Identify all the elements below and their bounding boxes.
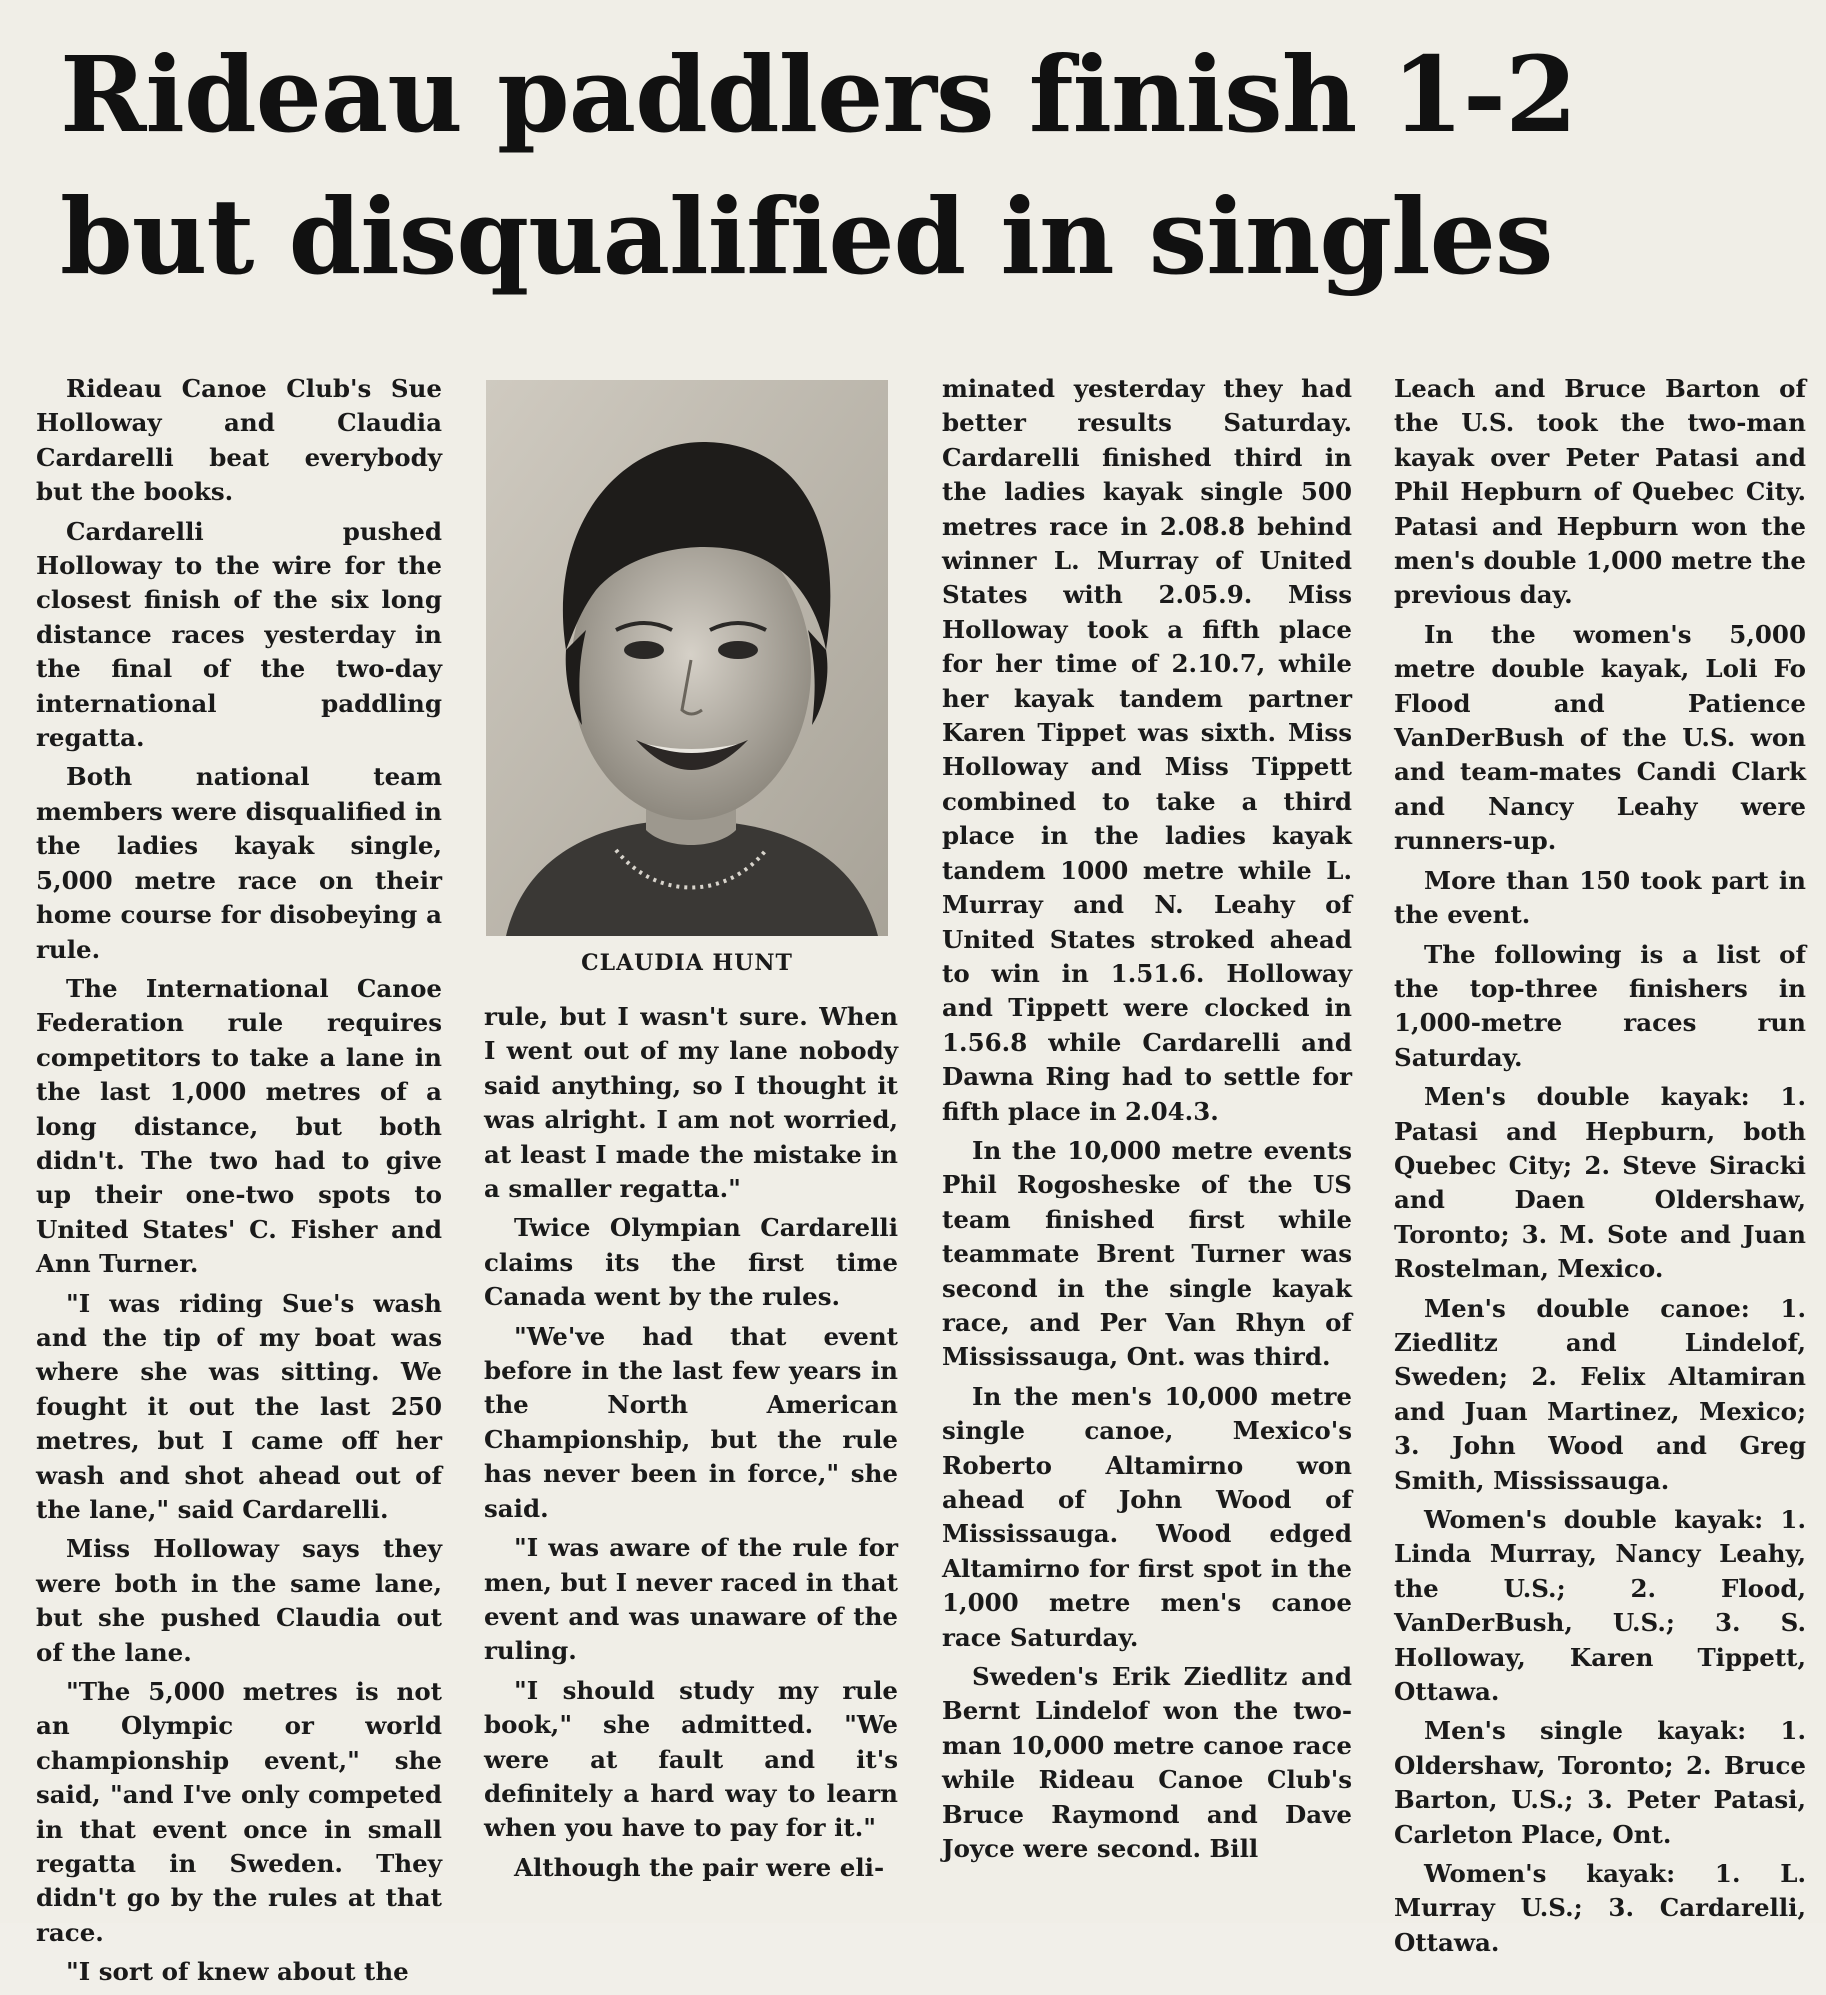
paragraph: More than 150 took part in the event. — [1394, 865, 1806, 930]
headline-line-2: but disqualified in singles — [60, 175, 1553, 298]
results-paragraph: Women's double kayak: 1. Linda Murray, Nancy Leahy, the U.S.; 2. Flood, VanDerBush, U.S.; 3. S. Holloway, Karen Tippett, Ottawa. — [1394, 1505, 1806, 1707]
paragraph: In the 10,000 metre events Phil Rogosheske of the US team finished first while teammate Brent Turner was second in the single kayak race, and Per Van Rhyn of Mississauga, Ont. was third. — [942, 1135, 1352, 1372]
results-paragraph: Men's single kayak: 1. Oldershaw, Toronto; 2. Bruce Barton, U.S.; 3. Peter Patasi, Carleton Place, Ont. — [1394, 1716, 1806, 1849]
photo-caption: CLAUDIA HUNT — [581, 950, 793, 976]
headline-line-1: Rideau paddlers finish 1-2 — [60, 33, 1577, 156]
paragraph: rule, but I wasn't sure. When I went out of my lane nobody said anything, so I thought it was alright. I am not worried, at least I made the mistake in a smaller regatta." — [484, 1002, 898, 1204]
paragraph: In the women's 5,000 metre double kayak, Loli Fo Flood and Patience VanDerBush of the U.S. won and team-mates Candi Clark and Nancy Leahy were runners-up. — [1394, 619, 1806, 856]
paragraph: "We've had that event before in the last few years in the North American Championship, but the rule has never been in force," she said. — [484, 1321, 898, 1523]
paragraph: "I was aware of the rule for men, but I never raced in that event and was unaware of the ruling. — [484, 1533, 898, 1666]
article-column-4 — [1394, 372, 1806, 1965]
paragraph: Rideau Canoe Club's Sue Holloway and Claudia Cardarelli beat everybody but the books. — [36, 374, 442, 507]
paragraph: Leach and Bruce Barton of the U.S. took the two-man kayak over Peter Patasi and Phil Hepburn of Quebec City. Patasi and Hepburn won the men's double 1,000 metre the previous day. — [1394, 374, 1806, 610]
paragraph: "The 5,000 metres is not an Olympic or world championship event," she said, "and I've only competed in that event once in small regatta in Sweden. They didn't go by the rules at that race. — [36, 1677, 442, 1947]
paragraph: Twice Olympian Cardarelli claims its the first time Canada went by the rules. — [484, 1213, 898, 1312]
results-paragraph: Men's double canoe: 1. Ziedlitz and Lindelof, Sweden; 2. Felix Altamiran and Juan Martinez, Mexico; 3. John Wood and Greg Smith, Mississauga. — [1394, 1293, 1806, 1495]
portrait-image — [486, 380, 888, 936]
paragraph: Although the pair were eli- — [514, 1852, 885, 1882]
paragraph: Both national team members were disqualified in the ladies kayak single, 5,000 metre race on their home course for disobeying a rule. — [36, 762, 442, 964]
paragraph: In the men's 10,000 metre single canoe, Mexico's Roberto Altamirno won ahead of John Wood of Mississauga. Wood edged Altamirno for first spot in the 1,000 metre men's canoe race Saturday. — [942, 1381, 1352, 1652]
headline — [60, 24, 1760, 308]
paragraph: Cardarelli pushed Holloway to the wire for the closest finish of the six long distance races yesterday in the final of the two-day international paddling regatta. — [36, 516, 442, 753]
portrait-photo — [486, 380, 888, 936]
article-column-2 — [484, 1000, 898, 1890]
paragraph: "I should study my rule book," she admitted. "We were at fault and it's definitely a hard way to learn when you have to pay for it." — [484, 1675, 898, 1843]
article-column-3 — [942, 372, 1352, 1871]
paragraph: minated yesterday they had better results Saturday. Cardarelli finished third in the ladies kayak single 500 metres race in 2.08.8 behind winner L. Murray of United States with 2.05.9. Miss Holloway took a fifth place for her time of 2.10.7, while her kayak tandem partner Karen Tippet was sixth. Miss Holloway and Miss Tippett combined to take a third place in the ladies kayak tandem 1000 metre while L. Murray and N. Leahy of United States stroked ahead to win in 1.51.6. Holloway and Tippett were clocked in 1.56.8 while Cardarelli and Dawna Ring had to settle for fifth place in 2.04.3. — [942, 374, 1352, 1126]
paragraph: The International Canoe Federation rule requires competitors to take a lane in the last 1,000 metres of a long distance, but both didn't. The two had to give up their one-two spots to United States' C. Fisher and Ann Turner. — [36, 973, 442, 1279]
paragraph: "I sort of knew about the — [66, 1957, 409, 1987]
paragraph: "I was riding Sue's wash and the tip of my boat was where she was sitting. We fought it out the last 250 metres, but I came off her wash and shot ahead out of the lane," said Cardarelli. — [36, 1288, 442, 1524]
results-paragraph: Women's kayak: 1. L. Murray U.S.; 3. Cardarelli, Ottawa. — [1394, 1859, 1806, 1957]
paragraph: Sweden's Erik Ziedlitz and Bernt Lindelof won the two-man 10,000 metre canoe race while Rideau Canoe Club's Bruce Raymond and Dave Joyce were second. Bill — [942, 1662, 1352, 1864]
paragraph: The following is a list of the top-three finishers in 1,000-metre races run Saturday. — [1394, 939, 1806, 1072]
results-paragraph: Men's double kayak: 1. Patasi and Hepburn, both Quebec City; 2. Steve Siracki and Daen Oldershaw, Toronto; 3. M. Sote and Juan Rostelman, Mexico. — [1394, 1082, 1806, 1284]
article-column-1 — [36, 372, 442, 1995]
paragraph: Miss Holloway says they were both in the same lane, but she pushed Claudia out of the lane. — [36, 1534, 442, 1667]
